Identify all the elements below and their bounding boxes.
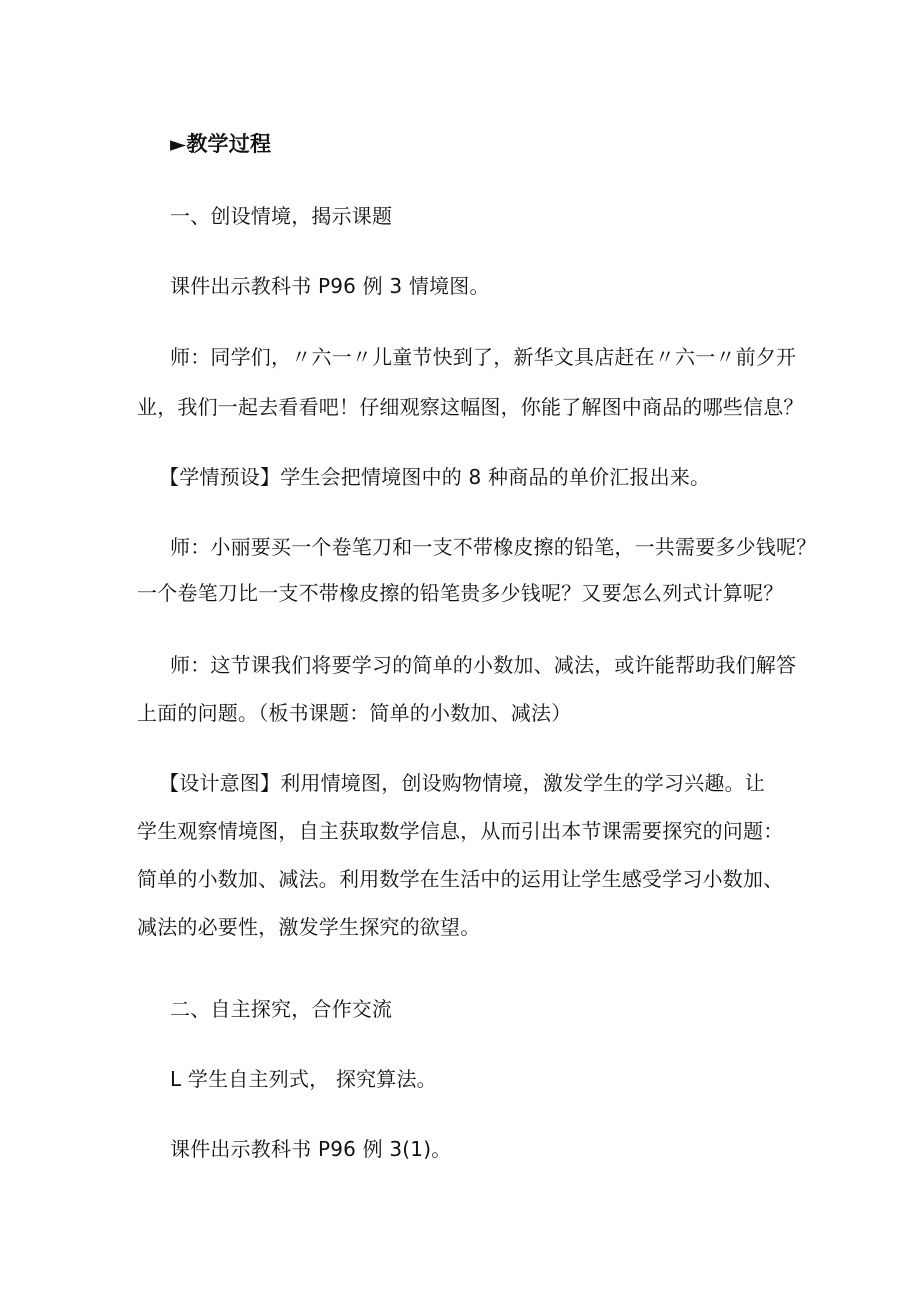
section-heading-teaching-process: ►教学过程 (170, 132, 272, 156)
subheading-explore-cooperate: 二、自主探究，合作交流 (170, 997, 393, 1021)
subheading-create-situation: 一、创设情境，揭示课题 (170, 204, 393, 228)
paragraph-line: 学生观察情境图，自主获取数学信息，从而引出本节课需要探究的问题： (137, 819, 784, 843)
paragraph-line: 师：这节课我们将要学习的简单的小数加、减法，或许能帮助我们解答 (170, 653, 797, 677)
paragraph-line: 减法的必要性，激发学生探究的欲望。 (137, 915, 481, 939)
paragraph-line: 课件出示教科书 P96 例 3 情境图。 (170, 274, 490, 298)
paragraph-line: 【学情预设】学生会把情境图中的 8 种商品的单价汇报出来。 (159, 465, 711, 489)
paragraph-line: 业，我们一起去看看吧！仔细观察这幅图，你能了解图中商品的哪些信息？ (137, 395, 804, 419)
paragraph-line: 一个卷笔刀比一支不带橡皮擦的铅笔贵多少钱呢？又要怎么列式计算呢？ (137, 581, 784, 605)
paragraph-line: 简单的小数加、减法。利用数学在生活中的运用让学生感受学习小数加、 (137, 867, 784, 891)
paragraph-line: L 学生自主列式， 探究算法。 (170, 1067, 437, 1091)
paragraph-line: 师：同学们，〃六一〃儿童节快到了，新华文具店赶在〃六一〃前夕开 (170, 345, 797, 369)
paragraph-line: 课件出示教科书 P96 例 3(1)。 (170, 1137, 452, 1161)
paragraph-line: 师：小丽要买一个卷笔刀和一支不带橡皮擦的铅笔，一共需要多少钱呢？ (170, 535, 817, 559)
paragraph-line: 上面的问题。（板书课题：简单的小数加、减法） (137, 701, 572, 725)
paragraph-line: 【设计意图】利用情境图，创设购物情境，激发学生的学习兴趣。让 (159, 771, 765, 795)
